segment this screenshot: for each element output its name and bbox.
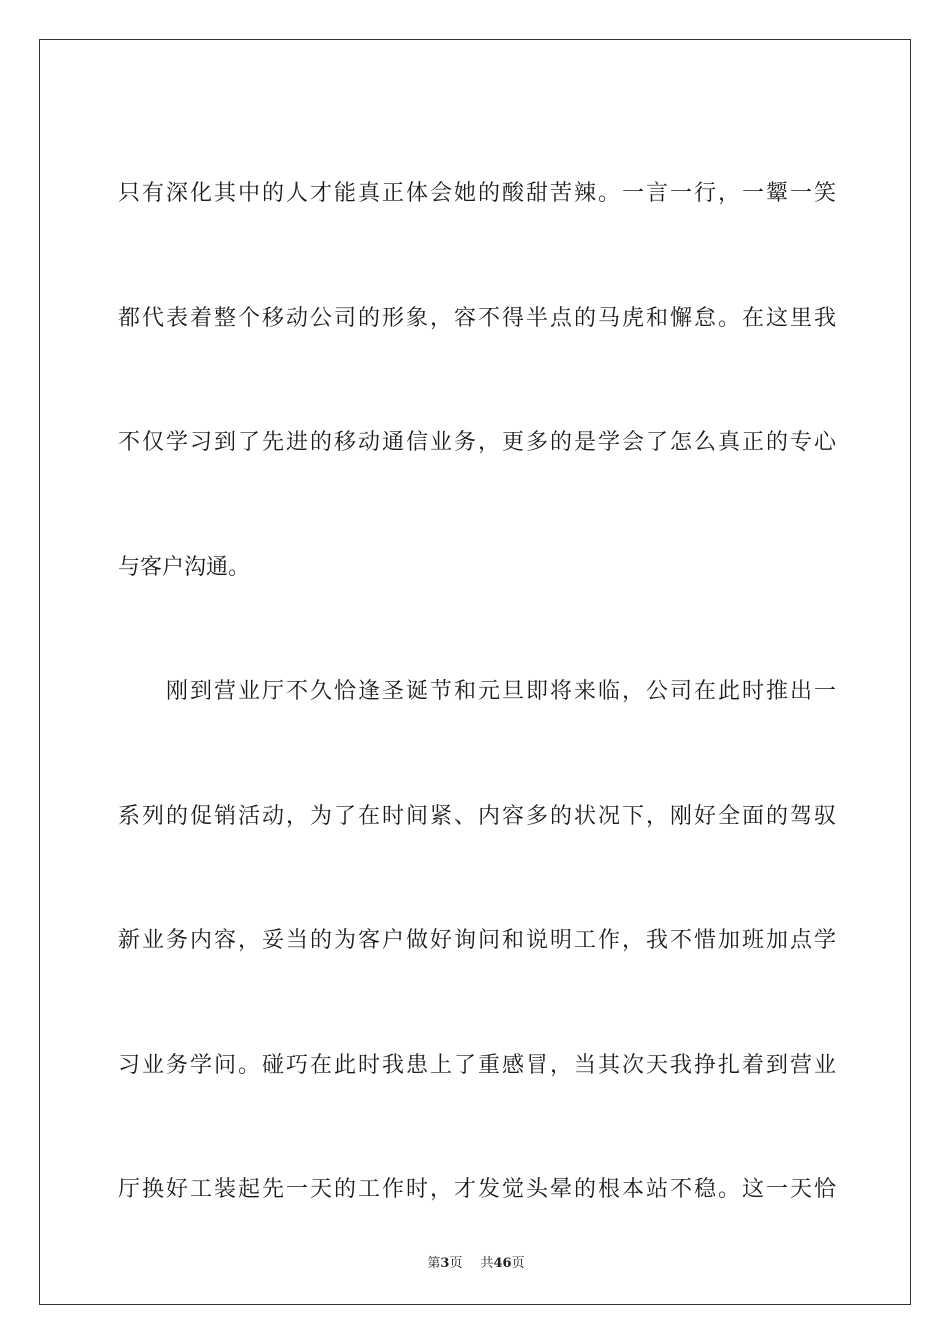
text-line-8: 习业务学问。碰巧在此时我患上了重感冒，当其次天我挣扎着到营业 xyxy=(118,1052,836,1078)
text-line-7: 新业务内容，妥当的为客户做好询问和说明工作，我不惜加班加点学 xyxy=(118,928,836,953)
text-line-2: 都代表着整个移动公司的形象，容不得半点的马虎和懈怠。在这里我 xyxy=(118,305,836,331)
body-text xyxy=(118,132,836,1253)
text-line-6: 系列的促销活动，为了在时间紧、内容多的状况下，刚好全面的驾驭 xyxy=(118,803,836,829)
page-footer xyxy=(40,1252,912,1271)
text-line-4: 与客户沟通。 xyxy=(118,554,251,580)
text-line-5: 刚到营业厅不久恰逢圣诞节和元旦即将来临，公司在此时推出一 xyxy=(118,679,836,704)
page-suffix: 页 xyxy=(449,1256,463,1271)
page-prefix: 第 xyxy=(427,1256,441,1271)
text-line-9: 厅换好工装起先一天的工作时，才发觉头晕的根本站不稳。这一天恰 xyxy=(118,1177,836,1202)
page-frame xyxy=(39,39,911,1305)
text-line-3: 不仅学习到了先进的移动通信业务，更多的是学会了怎么真正的专心 xyxy=(118,430,836,455)
total-suffix: 页 xyxy=(511,1256,525,1271)
text-line-1: 只有深化其中的人才能真正体会她的酸甜苦辣。一言一行，一颦一笑 xyxy=(118,181,836,206)
page-number: 3 xyxy=(440,1256,450,1271)
total-prefix: 共 xyxy=(480,1256,494,1271)
total-pages: 46 xyxy=(493,1256,512,1271)
